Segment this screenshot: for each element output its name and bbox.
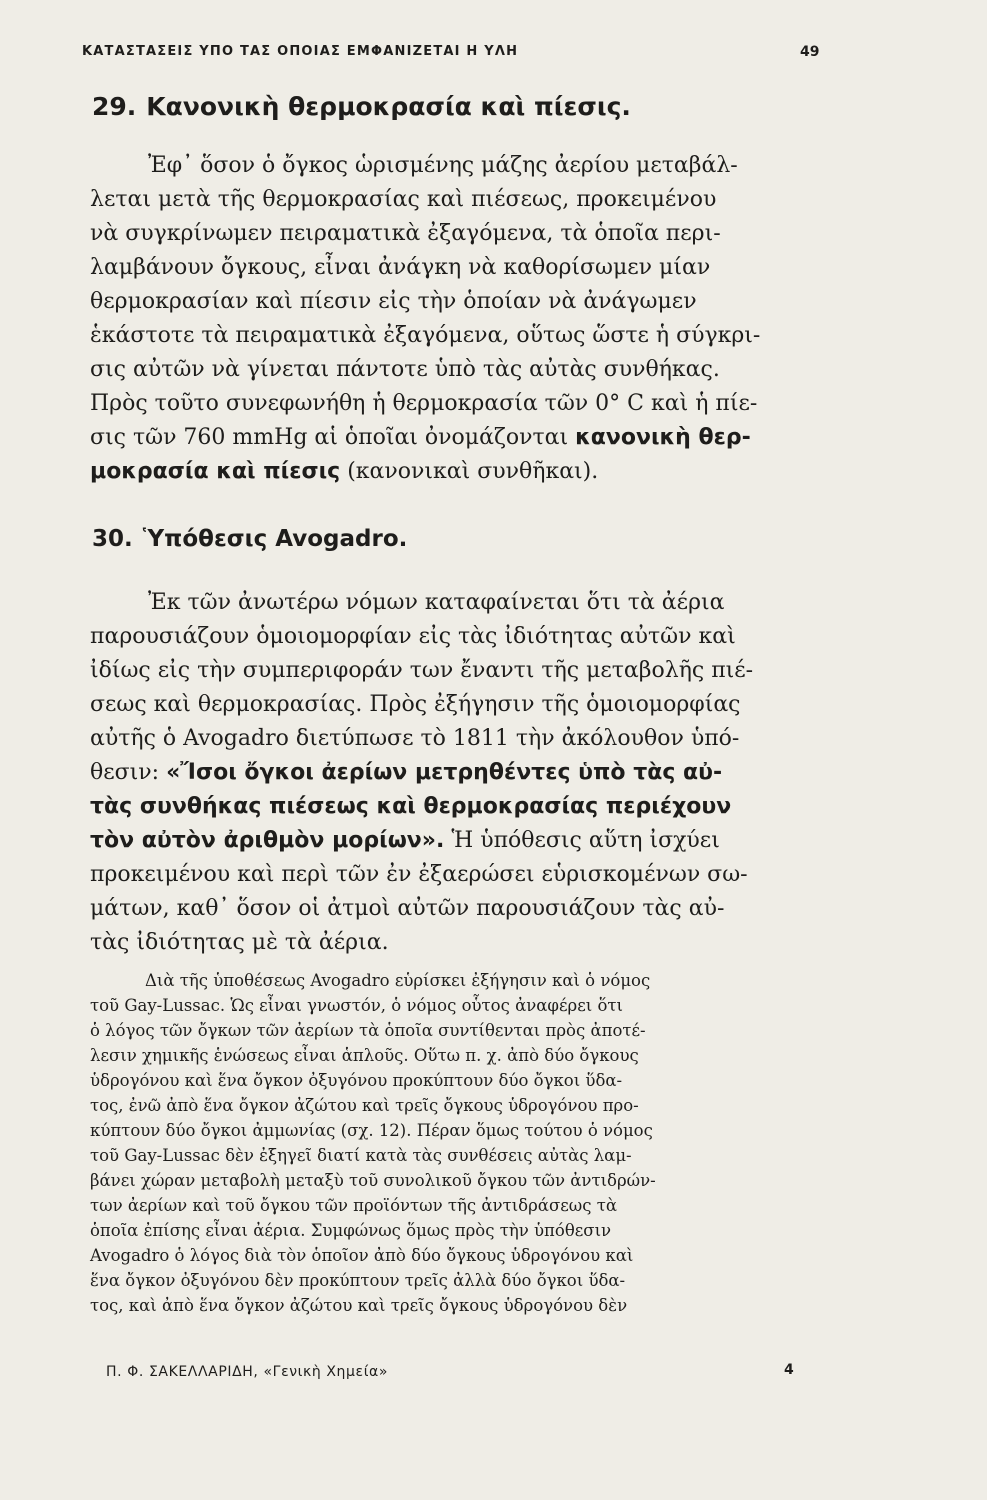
paragraph-line: λαμβάνουν ὄγκους, εἶναι ἀνάγκη νὰ καθορίσωμεν μίαν <box>90 255 711 280</box>
paragraph-line: παρουσιάζουν ὁμοιομορφίαν εἰς τὰς ἰδιότητας αὐτῶν καὶ <box>90 624 736 649</box>
paragraph-line: τὰς ἰδιότητας μὲ τὰ ἀέρια. <box>90 930 389 955</box>
paragraph-line: ἑκάστοτε τὰ πειραματικὰ ἐξαγόμενα, οὕτως ὥστε ἡ σύγκρι- <box>90 323 761 348</box>
bold-hypothesis: «Ἴσοι ὄγκοι ἀερίων μετρηθέντες ὑπὸ τὰς αὐ- <box>166 760 723 785</box>
section-29-title: Κανονικὴ θερμοκρασία καὶ πίεσις. <box>146 92 631 121</box>
small-print-line: τος, καὶ ἀπὸ ἕνα ὄγκον ἀζώτου καὶ τρεῖς ὄγκους ὑδρογόνου δὲν <box>90 1296 628 1315</box>
small-print-line: Avogadro ὁ λόγος διὰ τὸν ὁποῖον ἀπὸ δύο ὄγκους ὑδρογόνου καὶ <box>90 1246 634 1265</box>
small-print-line: λεσιν χημικῆς ἑνώσεως εἶναι ἁπλοῦς. Οὕτω π. χ. ἀπὸ δύο ὄγκους <box>90 1046 639 1065</box>
signature-mark: 4 <box>784 1362 794 1378</box>
paragraph-line: σεως καὶ θερμοκρασίας. Πρὸς ἐξήγησιν τῆς ὁμοιομορφίας <box>90 692 741 717</box>
small-print-line: τοῦ Gay-Lussac. Ὡς εἶναι γνωστόν, ὁ νόμος οὗτος ἀναφέρει ὅτι <box>90 996 623 1015</box>
paragraph-line: Ἐφ᾿ ὅσον ὁ ὄγκος ὡρισμένης μάζης ἀερίου μεταβάλ- <box>148 153 738 178</box>
section-30-title: Ὑπόθεσις Avogadro. <box>142 526 408 552</box>
small-print-line: τοῦ Gay-Lussac δὲν ἐξηγεῖ διατί κατὰ τὰς συνθέσεις αὐτὰς λαμ- <box>90 1146 632 1165</box>
plain-text: σις τῶν 760 mmHg αἱ ὁποῖαι ὀνομάζονται <box>90 425 576 450</box>
paragraph-line: μάτων, καθ᾿ ὅσον οἱ ἀτμοὶ αὐτῶν παρουσιάζουν τὰς αὐ- <box>90 896 725 921</box>
paragraph-line: ἰδίως εἰς τὴν συμπεριφοράν των ἔναντι τῆς μεταβολῆς πιέ- <box>90 658 754 683</box>
small-print-line: των ἀερίων καὶ τοῦ ὄγκου τῶν προϊόντων τῆς ἀντιδράσεως τὰ <box>90 1196 617 1215</box>
bold-hypothesis: τὰς συνθήκας πιέσεως καὶ θερμοκρασίας περιέχουν <box>90 794 732 819</box>
small-print-line: ὑδρογόνου καὶ ἕνα ὄγκον ὀξυγόνου προκύπτουν δύο ὄγκοι ὕδα- <box>90 1071 623 1090</box>
paragraph-line: λεται μετὰ τῆς θερμοκρασίας καὶ πιέσεως, προκειμένου <box>90 187 717 212</box>
bold-term: μοκρασία καὶ πίεσις <box>90 459 341 484</box>
footer-author-title: Π. Φ. ΣΑΚΕΛΛΑΡΙΔΗ, «Γενικὴ Χημεία» <box>106 1364 389 1380</box>
paragraph-line <box>90 796 731 818</box>
small-print-line: ὁποῖα ἐπίσης εἶναι ἀέρια. Συμφώνως ὅμως πρὸς τὴν ὑπόθεσιν <box>90 1221 612 1240</box>
paragraph-line <box>90 427 751 449</box>
paragraph-line: νὰ συγκρίνωμεν πειραματικὰ ἐξαγόμενα, τὰ ὁποῖα περι- <box>90 221 721 246</box>
small-print-line: κύπτουν δύο ὄγκοι ἀμμωνίας (σχ. 12). Πέραν ὅμως τούτου ὁ νόμος <box>90 1121 653 1140</box>
page-number: 49 <box>800 44 820 60</box>
section-30-number: 30. <box>92 526 133 552</box>
paragraph-line <box>90 830 720 852</box>
plain-text: θεσιν: <box>90 760 167 785</box>
paragraph-line <box>90 762 722 784</box>
paragraph-line: αὐτῆς ὁ Avogadro διετύπωσε τὸ 1811 τὴν ἀκόλουθον ὑπό- <box>90 726 740 751</box>
paragraph-line <box>90 461 598 483</box>
paragraph-line: προκειμένου καὶ περὶ τῶν ἐν ἐξαερώσει εὑρισκομένων σω- <box>90 862 748 887</box>
paragraph-line: θερμοκρασίαν καὶ πίεσιν εἰς τὴν ὁποίαν νὰ ἀνάγωμεν <box>90 289 697 314</box>
small-print-line: ὁ λόγος τῶν ὄγκων τῶν ἀερίων τὰ ὁποῖα συντίθενται πρὸς ἀποτέ- <box>90 1021 646 1040</box>
paragraph-line: Πρὸς τοῦτο συνεφωνήθη ἡ θερμοκρασία τῶν 0° C καὶ ἡ πίε- <box>90 391 758 416</box>
section-29-heading <box>92 92 631 121</box>
small-print-line: βάνει χώραν μεταβολὴ μεταξὺ τοῦ συνολικοῦ ὄγκου τῶν ἀντιδρών- <box>90 1171 656 1190</box>
small-print-line: Διὰ τῆς ὑποθέσεως Avogadro εὑρίσκει ἐξήγησιν καὶ ὁ νόμος <box>145 971 651 990</box>
paragraph-line: σις αὐτῶν νὰ γίνεται πάντοτε ὑπὸ τὰς αὐτὰς συνθήκας. <box>90 357 720 382</box>
bold-term: κανονικὴ θερ- <box>575 425 751 450</box>
section-30-heading <box>92 526 407 552</box>
paragraph-line: Ἐκ τῶν ἀνωτέρω νόμων καταφαίνεται ὅτι τὰ ἀέρια <box>148 590 725 615</box>
bold-hypothesis: τὸν αὐτὸν ἀριθμὸν μορίων». <box>90 828 445 853</box>
small-print-line: ἕνα ὄγκον ὀξυγόνου δὲν προκύπτουν τρεῖς ἀλλὰ δύο ὄγκοι ὕδα- <box>90 1271 626 1290</box>
section-29-number: 29. <box>92 92 137 121</box>
small-print-line: τος, ἐνῶ ἀπὸ ἕνα ὄγκον ἀζώτου καὶ τρεῖς ὄγκους ὑδρογόνου προ- <box>90 1096 639 1115</box>
plain-text: Ἡ ὑπόθεσις αὕτη ἰσχύει <box>444 828 720 853</box>
running-head: ΚΑΤΑΣΤΑΣΕΙΣ ΥΠΟ ΤΑΣ ΟΠΟΙΑΣ ΕΜΦΑΝΙΖΕΤΑΙ Η ΥΛΗ <box>82 44 519 59</box>
plain-text: (κανονικαὶ συνθῆκαι). <box>340 459 599 484</box>
